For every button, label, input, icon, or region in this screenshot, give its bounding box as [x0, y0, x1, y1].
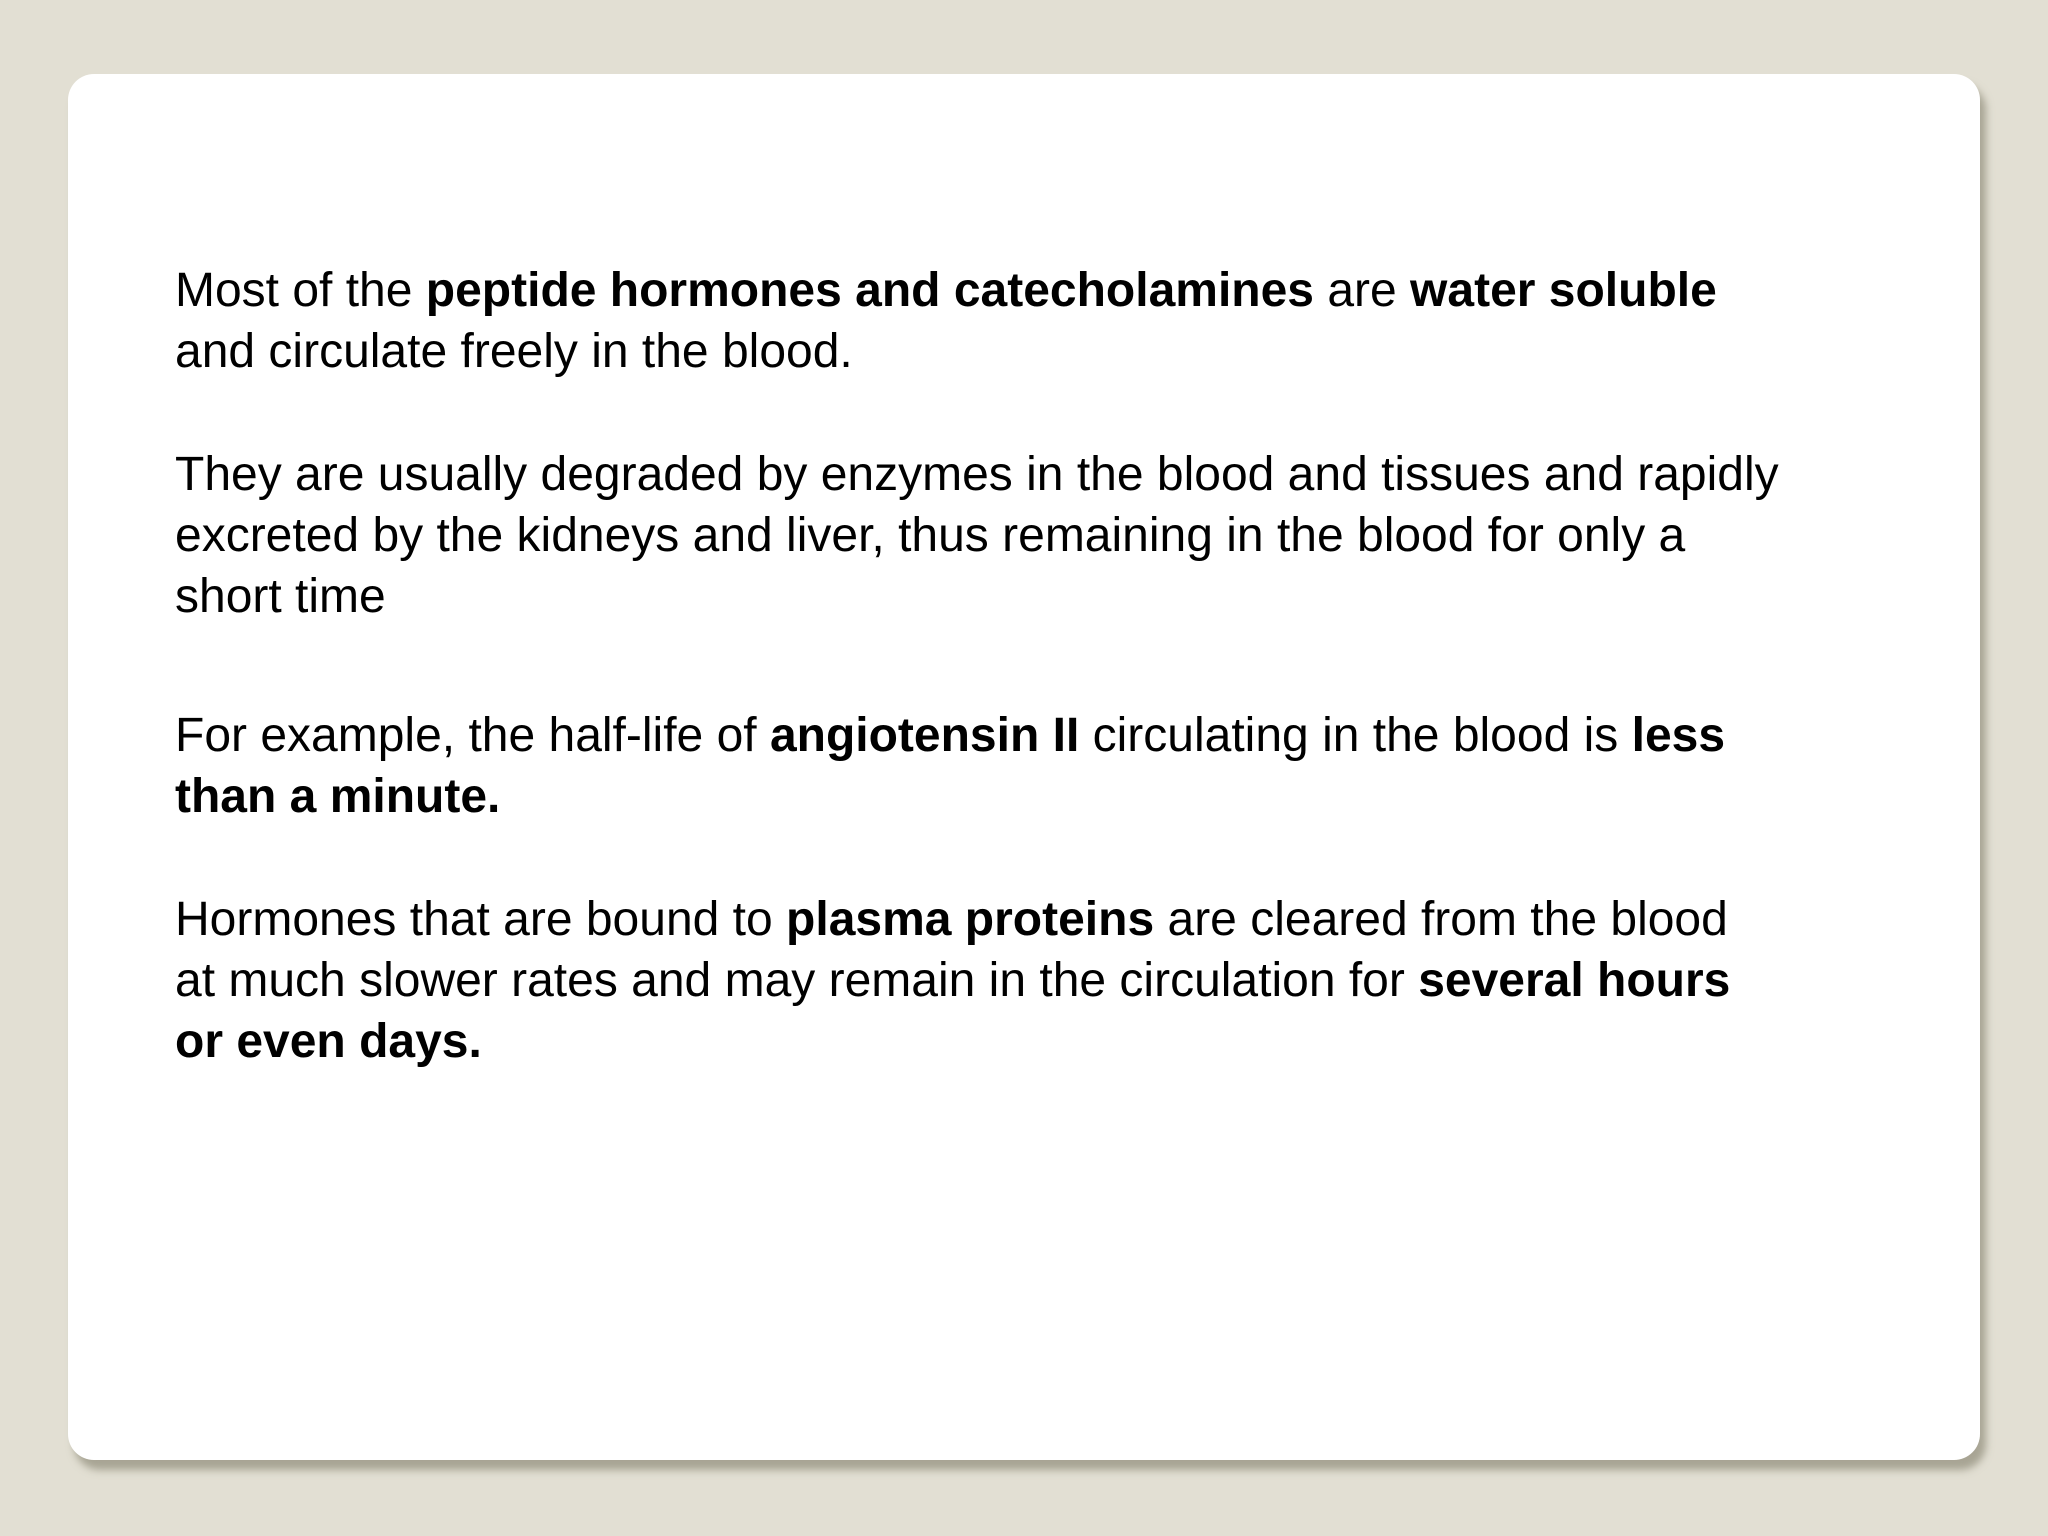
- text-segment: are cleared from the blood: [1154, 893, 1728, 946]
- text-segment: circulating in the blood is: [1079, 709, 1632, 762]
- slide-body: [175, 260, 1915, 1072]
- emphasis-several-hours: several hours: [1418, 954, 1731, 1007]
- emphasis-less: less: [1631, 709, 1726, 762]
- emphasis-water-soluble: water soluble: [1410, 264, 1717, 317]
- paragraph-degradation: [175, 444, 1915, 627]
- emphasis-plasma-proteins: plasma proteins: [786, 893, 1155, 946]
- text-segment: and circulate freely in the blood.: [175, 325, 853, 378]
- text-segment: at much slower rates and may remain in the circulation for: [175, 954, 1419, 1007]
- text-segment: Most of the: [175, 264, 426, 317]
- emphasis-peptide-hormones: peptide hormones and catecholamines: [425, 264, 1314, 317]
- paragraph-water-soluble-hormones: [175, 260, 1915, 382]
- paragraph-angiotensin-example: [175, 705, 1915, 827]
- emphasis-or-even-days: or even days.: [175, 1015, 482, 1068]
- text-segment: For example, the half-life of: [175, 709, 770, 762]
- text-segment: Hormones that are bound to: [175, 893, 787, 946]
- text-line: They are usually degraded by enzymes in the blood and tissues and rapidly: [175, 448, 1779, 501]
- emphasis-angiotensin: angiotensin II: [769, 709, 1080, 762]
- text-segment: are: [1314, 264, 1411, 317]
- text-line: short time: [175, 570, 386, 623]
- paragraph-plasma-proteins: [175, 889, 1915, 1072]
- emphasis-than-a-minute: than a minute.: [175, 770, 501, 823]
- text-line: excreted by the kidneys and liver, thus remaining in the blood for only a: [175, 509, 1686, 562]
